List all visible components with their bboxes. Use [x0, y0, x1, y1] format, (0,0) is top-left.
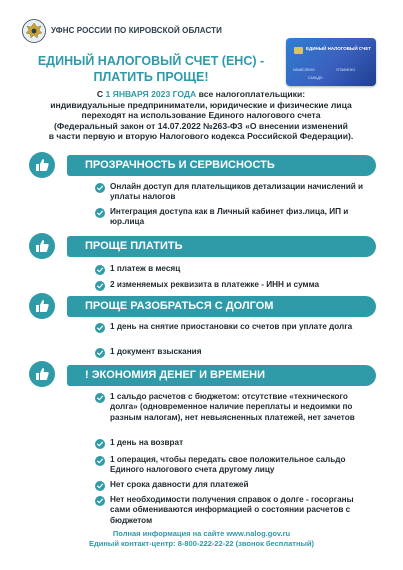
section-band-easier-pay [67, 236, 376, 257]
org-name: УФНС РОССИИ ПО КИРОВСКОЙ ОБЛАСТИ [51, 26, 222, 35]
check-icon [95, 496, 105, 506]
check-icon [95, 265, 105, 275]
intro-prefix: С [96, 89, 106, 99]
list-item-text: 2 изменяемых реквизита в платежке - ИНН и сумма [110, 280, 320, 289]
section-band-savings [67, 365, 376, 386]
page-title [20, 53, 282, 85]
check-icon [95, 208, 105, 218]
card-left-label: НАЧИСЛЕНО [293, 68, 315, 72]
check-icon [95, 183, 105, 193]
check-icon [95, 323, 105, 333]
list-item-text: Онлайн доступ для плательщиков детализации начислений и уплаты налогов [110, 182, 364, 202]
list-item-text: 1 платеж в месяц [110, 264, 181, 273]
section-band-debt [67, 296, 376, 317]
ens-card-illustration [286, 38, 376, 86]
footer [0, 529, 403, 548]
list-item-text: 1 документ взыскания [110, 347, 202, 356]
card-chip-icon [294, 47, 303, 54]
check-icon [95, 393, 105, 403]
intro-line-1 [18, 89, 384, 100]
card-right-label: УПЛАЧЕНО [336, 68, 356, 72]
section-band-transparency [67, 155, 376, 176]
title-line-1: ЕДИНЫЙ НАЛОГОВЫЙ СЧЕТ (ЕНС) - [37, 54, 265, 68]
intro-line-4: (Федеральный закон от 14.07.2022 №263-ФЗ «О внесении изменений [54, 120, 348, 131]
thumbs-up-icon [29, 293, 55, 319]
list-item-text: 1 операция, чтобы передать свое положительное сальдо Единого налогового счета другому лицу [110, 455, 346, 475]
check-icon [95, 348, 105, 358]
card-title: ЕДИНЫЙ НАЛОГОВЫЙ СЧЕТ [306, 46, 371, 51]
intro-text [18, 89, 384, 142]
intro-rest: все налогоплательщики: [196, 89, 306, 99]
list-item-text: 1 день на снятие приостановки со счетов при уплате долга [110, 322, 353, 331]
check-icon [95, 281, 105, 291]
footer-website: Полная информация на сайте www.nalog.gov.ru [112, 529, 291, 538]
thumbs-up-icon [29, 233, 55, 259]
card-bottom-label: САЛЬДО [308, 76, 323, 80]
check-icon [95, 481, 105, 491]
section-title: ПРОЗРАЧНОСТЬ И СЕРВИСНОСТЬ [85, 159, 275, 171]
thumbs-up-icon [29, 361, 55, 387]
thumbs-up-icon [29, 152, 55, 178]
check-icon [95, 439, 105, 449]
title-line-2: ПЛАТИТЬ ПРОЩЕ! [93, 70, 209, 84]
intro-line-5: в части первую и вторую Налогового кодекса Российской Федерации). [48, 131, 354, 142]
fns-emblem-icon [22, 19, 46, 43]
list-item-text: Интеграция доступа как в Личный кабинет физ.лица, ИП и юр.лица [110, 207, 349, 227]
check-icon [95, 456, 105, 466]
list-item-text: 1 день на возврат [110, 438, 184, 447]
footer-contact: Единый контакт-центр: 8-800-222-22-22 (звонок бесплатный) [89, 538, 314, 548]
intro-line-2: индивидуальные предприниматели, юридические и физические лица [50, 99, 352, 110]
list-item-text: Нет необходимости получения справок о долге - госорганы сами обмениваются информацией о состоянии расчетов с бюджетом [110, 495, 354, 525]
list-item-text: Нет срока давности для платежей [110, 480, 249, 489]
intro-date: 1 ЯНВАРЯ 2023 ГОДА [105, 89, 197, 99]
section-title: ПРОЩЕ РАЗОБРАТЬСЯ С ДОЛГОМ [85, 300, 274, 312]
section-title: ПРОЩЕ ПЛАТИТЬ [85, 240, 183, 252]
list-item-text: 1 сальдо расчетов с бюджетом: отсутствие «технического долга» (одновременное наличие переплаты и недоимки по разным налогам), нет невыясненных платежей, нет зачетов [110, 392, 355, 422]
intro-line-3: переходят на использование Единого налогового счета [81, 110, 321, 121]
section-title: ! ЭКОНОМИЯ ДЕНЕГ И ВРЕМЕНИ [85, 369, 266, 381]
